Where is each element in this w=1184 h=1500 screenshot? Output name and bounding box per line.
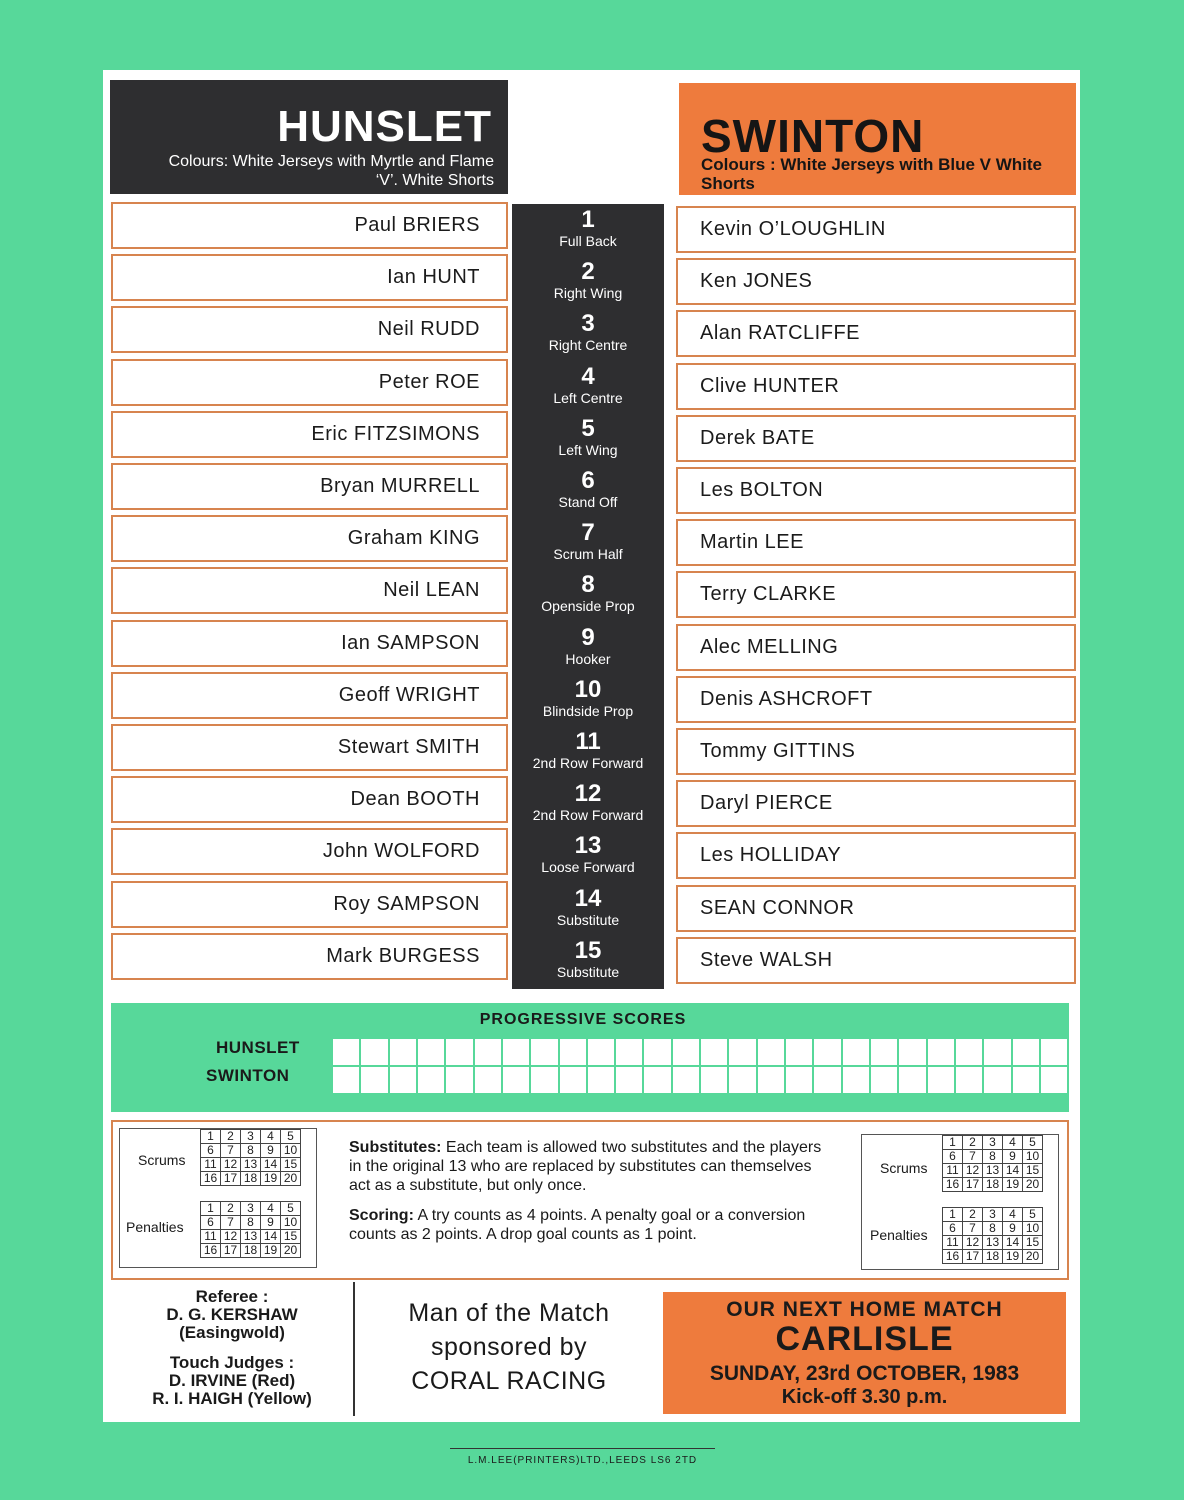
score-cell[interactable]: [899, 1067, 925, 1093]
away-tally-box: [861, 1134, 1059, 1270]
tally-cell[interactable]: 10: [1023, 1150, 1043, 1164]
score-cell[interactable]: [843, 1067, 869, 1093]
home-player-row: Neil LEAN: [111, 567, 508, 614]
tally-cell[interactable]: 1: [201, 1202, 221, 1216]
score-cell[interactable]: [531, 1039, 557, 1065]
score-cell[interactable]: [956, 1067, 982, 1093]
scoring-rule-text: A try counts as 4 points. A penalty goal or a conversion counts as 2 points. A drop goal counts as 1 point.: [349, 1207, 806, 1243]
score-cell[interactable]: [418, 1067, 444, 1093]
position-item: [512, 520, 664, 563]
next-match-opponent: CARLISLE: [775, 1320, 954, 1358]
tally-cell[interactable]: 19: [261, 1172, 281, 1186]
tally-cell[interactable]: 9: [1003, 1150, 1023, 1164]
score-cell[interactable]: [928, 1039, 954, 1065]
score-cell[interactable]: [644, 1039, 670, 1065]
score-cell[interactable]: [729, 1039, 755, 1065]
rules-box: [111, 1120, 1069, 1280]
score-cell[interactable]: [786, 1039, 812, 1065]
tally-cell[interactable]: 13: [983, 1164, 1003, 1178]
tally-cell[interactable]: 17: [963, 1178, 983, 1192]
tally-cell[interactable]: 18: [241, 1244, 261, 1258]
tally-cell[interactable]: 11: [943, 1236, 963, 1250]
tally-cell[interactable]: 1: [943, 1136, 963, 1150]
position-number: 13: [574, 832, 602, 859]
tally-cell[interactable]: 15: [1023, 1164, 1043, 1178]
score-cell[interactable]: [475, 1039, 501, 1065]
tally-cell[interactable]: 13: [241, 1230, 261, 1244]
next-match-date: SUNDAY, 23rd OCTOBER, 1983: [709, 1362, 1020, 1385]
touch-judge-2: R. I. HAIGH (Yellow): [152, 1389, 312, 1408]
tally-cell[interactable]: 2: [221, 1202, 241, 1216]
score-cell[interactable]: [333, 1067, 359, 1093]
next-match-kickoff: Kick-off 3.30 p.m.: [781, 1386, 948, 1408]
position-item: [512, 416, 664, 459]
position-item: [512, 364, 664, 407]
tally-cell[interactable]: 15: [281, 1158, 301, 1172]
tally-cell[interactable]: 5: [281, 1130, 301, 1144]
tally-cell[interactable]: 10: [281, 1144, 301, 1158]
away-player-row: Denis ASHCROFT: [676, 676, 1076, 723]
home-player-row: Graham KING: [111, 515, 508, 562]
score-cell[interactable]: [475, 1067, 501, 1093]
position-label: Hooker: [565, 651, 611, 667]
position-item: [512, 677, 664, 720]
motm-sponsor: CORAL RACING: [411, 1367, 607, 1395]
score-cell[interactable]: [1041, 1039, 1067, 1065]
tally-cell[interactable]: 15: [281, 1230, 301, 1244]
away-player-row: Martin LEE: [676, 519, 1076, 566]
position-item: [512, 572, 664, 615]
score-cell[interactable]: [616, 1067, 642, 1093]
home-player-row: Dean BOOTH: [111, 776, 508, 823]
tally-cell[interactable]: 7: [221, 1216, 241, 1230]
tally-cell[interactable]: 3: [241, 1130, 261, 1144]
score-cell[interactable]: [956, 1039, 982, 1065]
substitutes-rule-text: Each team is allowed two substitutes and the players in the original 13 who are replaced by substitutes can themselves act as a substitute, but only once.: [349, 1139, 822, 1194]
tally-cell[interactable]: 4: [1003, 1136, 1023, 1150]
home-player-row: Neil RUDD: [111, 306, 508, 353]
position-item: [512, 311, 664, 354]
score-cell[interactable]: [644, 1067, 670, 1093]
score-cell[interactable]: [814, 1067, 840, 1093]
score-cell[interactable]: [871, 1067, 897, 1093]
score-cell[interactable]: [758, 1039, 784, 1065]
position-label: Loose Forward: [541, 859, 635, 875]
tally-cell[interactable]: 8: [241, 1216, 261, 1230]
position-number: 2: [581, 258, 595, 285]
man-of-the-match: [360, 1296, 658, 1398]
referee-label: Referee :: [195, 1287, 269, 1306]
score-cell[interactable]: [503, 1039, 529, 1065]
score-cell[interactable]: [673, 1067, 699, 1093]
away-player-row: Alan RATCLIFFE: [676, 310, 1076, 357]
tally-cell[interactable]: 14: [261, 1158, 281, 1172]
score-cell[interactable]: [843, 1039, 869, 1065]
score-cell[interactable]: [560, 1067, 586, 1093]
tally-cell[interactable]: 17: [963, 1250, 983, 1264]
score-cell[interactable]: [361, 1067, 387, 1093]
position-item: [512, 259, 664, 302]
away-penalties-grid: [942, 1207, 1043, 1264]
printer-imprint: L.M.LEE(PRINTERS)LTD.,LEEDS LS6 2TD: [450, 1448, 715, 1466]
score-cell[interactable]: [814, 1039, 840, 1065]
position-number: 15: [574, 937, 602, 964]
position-item: [512, 886, 664, 929]
tally-cell[interactable]: 12: [963, 1236, 983, 1250]
tally-cell[interactable]: 6: [201, 1144, 221, 1158]
away-player-row: Derek BATE: [676, 415, 1076, 462]
tally-cell[interactable]: 4: [261, 1202, 281, 1216]
tally-cell[interactable]: 13: [241, 1158, 261, 1172]
tally-cell[interactable]: 16: [943, 1178, 963, 1192]
position-item: [512, 468, 664, 511]
position-number: 9: [581, 624, 595, 651]
tally-cell[interactable]: 20: [281, 1172, 301, 1186]
home-tally-box: [119, 1128, 317, 1268]
home-player-row: Roy SAMPSON: [111, 881, 508, 928]
position-number: 4: [581, 363, 595, 390]
scoring-rule: [349, 1206, 829, 1244]
score-cell[interactable]: [446, 1067, 472, 1093]
progressive-home-grid: [333, 1039, 1069, 1065]
score-cell[interactable]: [560, 1039, 586, 1065]
score-cell[interactable]: [758, 1067, 784, 1093]
tally-cell[interactable]: 1: [201, 1130, 221, 1144]
score-cell[interactable]: [899, 1039, 925, 1065]
score-cell[interactable]: [1041, 1067, 1067, 1093]
tally-cell[interactable]: 1: [943, 1208, 963, 1222]
motm-line-1: Man of the Match: [408, 1299, 610, 1327]
score-cell[interactable]: [333, 1039, 359, 1065]
tally-cell[interactable]: 2: [963, 1136, 983, 1150]
referee-town: (Easingwold): [179, 1323, 285, 1342]
position-number: 14: [574, 885, 602, 912]
score-cell[interactable]: [588, 1067, 614, 1093]
progressive-home-label: HUNSLET: [216, 1038, 300, 1057]
home-team-colours: Colours: White Jerseys with Myrtle and Flame ‘V’. White Shorts: [168, 153, 494, 189]
tally-cell[interactable]: 12: [221, 1230, 241, 1244]
away-player-row: Kevin O’LOUGHLIN: [676, 206, 1076, 253]
score-cell[interactable]: [446, 1039, 472, 1065]
home-player-row: Stewart SMITH: [111, 724, 508, 771]
tally-cell[interactable]: 12: [963, 1164, 983, 1178]
tally-cell[interactable]: 8: [241, 1144, 261, 1158]
tally-cell[interactable]: 19: [1003, 1178, 1023, 1192]
tally-cell[interactable]: 19: [1003, 1250, 1023, 1264]
score-cell[interactable]: [361, 1039, 387, 1065]
away-player-row: Les BOLTON: [676, 467, 1076, 514]
score-cell[interactable]: [616, 1039, 642, 1065]
away-player-row: SEAN CONNOR: [676, 885, 1076, 932]
position-item: [512, 729, 664, 772]
progressive-scores-title: PROGRESSIVE SCORES: [479, 1011, 687, 1028]
tally-cell[interactable]: 2: [221, 1130, 241, 1144]
tally-cell[interactable]: 11: [943, 1164, 963, 1178]
home-player-row: Geoff WRIGHT: [111, 672, 508, 719]
tally-cell[interactable]: 16: [201, 1244, 221, 1258]
position-number: 12: [574, 780, 602, 807]
tally-cell[interactable]: 17: [221, 1244, 241, 1258]
tally-cell[interactable]: 4: [261, 1130, 281, 1144]
next-match-heading: OUR NEXT HOME MATCH: [726, 1298, 1003, 1321]
score-cell[interactable]: [531, 1067, 557, 1093]
tally-cell[interactable]: 7: [963, 1150, 983, 1164]
score-cell[interactable]: [701, 1039, 727, 1065]
tally-cell[interactable]: 7: [963, 1222, 983, 1236]
scoring-rule-title: Scoring:: [349, 1207, 414, 1224]
position-item: [512, 781, 664, 824]
touch-judge-1: D. IRVINE (Red): [168, 1371, 296, 1390]
position-label: Substitute: [556, 964, 620, 980]
tally-cell[interactable]: 5: [1023, 1208, 1043, 1222]
position-label: Substitute: [556, 912, 620, 928]
tally-cell[interactable]: 16: [201, 1172, 221, 1186]
away-player-row: Ken JONES: [676, 258, 1076, 305]
tally-cell[interactable]: 18: [241, 1172, 261, 1186]
tally-cell[interactable]: 6: [943, 1150, 963, 1164]
tally-cell[interactable]: 3: [983, 1208, 1003, 1222]
home-player-row: Ian HUNT: [111, 254, 508, 301]
score-cell[interactable]: [1013, 1067, 1039, 1093]
progressive-away-label: SWINTON: [206, 1066, 290, 1085]
tally-cell[interactable]: 8: [983, 1150, 1003, 1164]
score-cell[interactable]: [418, 1039, 444, 1065]
position-number: 6: [581, 467, 595, 494]
position-label: Right Wing: [553, 285, 623, 301]
motm-line-2: sponsored by: [430, 1333, 588, 1361]
position-label: Scrum Half: [553, 546, 623, 562]
away-player-row: Clive HUNTER: [676, 363, 1076, 410]
position-label: Stand Off: [558, 494, 618, 510]
score-cell[interactable]: [701, 1067, 727, 1093]
tally-cell[interactable]: 5: [281, 1202, 301, 1216]
home-player-row: Mark BURGESS: [111, 933, 508, 980]
tally-cell[interactable]: 9: [261, 1144, 281, 1158]
score-cell[interactable]: [588, 1039, 614, 1065]
position-label: Left Centre: [553, 390, 623, 406]
position-item: [512, 207, 664, 250]
position-label: Openside Prop: [541, 598, 635, 614]
away-player-row: Daryl PIERCE: [676, 780, 1076, 827]
tally-cell[interactable]: 20: [1023, 1250, 1043, 1264]
position-label: Right Centre: [548, 337, 628, 353]
score-cell[interactable]: [673, 1039, 699, 1065]
position-number: 8: [581, 571, 595, 598]
tally-cell[interactable]: 2: [963, 1208, 983, 1222]
progressive-away-grid: [333, 1067, 1069, 1093]
home-player-row: Peter ROE: [111, 359, 508, 406]
touch-judges-label: Touch Judges :: [169, 1353, 295, 1372]
tally-cell[interactable]: 16: [943, 1250, 963, 1264]
score-cell[interactable]: [390, 1039, 416, 1065]
tally-cell[interactable]: 9: [1003, 1222, 1023, 1236]
home-team-header: [110, 80, 508, 194]
tally-cell[interactable]: 8: [983, 1222, 1003, 1236]
position-number: 11: [575, 728, 601, 755]
tally-cell[interactable]: 3: [983, 1136, 1003, 1150]
tally-cell[interactable]: 17: [221, 1172, 241, 1186]
position-number: 7: [581, 519, 595, 546]
home-scrums-label: Scrums: [138, 1152, 186, 1168]
tally-cell[interactable]: 18: [983, 1178, 1003, 1192]
position-number: 1: [581, 206, 595, 233]
tally-cell[interactable]: 14: [1003, 1164, 1023, 1178]
home-player-row: John WOLFORD: [111, 828, 508, 875]
tally-cell[interactable]: 20: [281, 1244, 301, 1258]
position-label: Full Back: [559, 233, 617, 249]
away-player-row: Terry CLARKE: [676, 571, 1076, 618]
tally-cell[interactable]: 6: [943, 1222, 963, 1236]
tally-cell[interactable]: 15: [1023, 1236, 1043, 1250]
home-player-row: Ian SAMPSON: [111, 620, 508, 667]
score-cell[interactable]: [390, 1067, 416, 1093]
home-player-row: Eric FITZSIMONS: [111, 411, 508, 458]
footer-divider: [353, 1282, 355, 1416]
tally-cell[interactable]: 12: [221, 1158, 241, 1172]
tally-cell[interactable]: 19: [261, 1244, 281, 1258]
away-player-row: Les HOLLIDAY: [676, 832, 1076, 879]
away-team-name: SWINTON: [701, 110, 925, 162]
tally-cell[interactable]: 14: [1003, 1236, 1023, 1250]
position-item: [512, 938, 664, 981]
substitutes-rule-title: Substitutes:: [349, 1139, 442, 1156]
tally-cell[interactable]: 11: [201, 1230, 221, 1244]
positions-column: [512, 204, 664, 989]
tally-cell[interactable]: 13: [983, 1236, 1003, 1250]
position-label: Blindside Prop: [542, 703, 634, 719]
away-scrums-grid: [942, 1135, 1043, 1192]
score-cell[interactable]: [786, 1067, 812, 1093]
position-number: 3: [581, 310, 595, 337]
home-player-row: Paul BRIERS: [111, 202, 508, 249]
away-penalties-label: Penalties: [870, 1227, 928, 1243]
substitutes-rule: [349, 1138, 829, 1195]
home-penalties-grid: [200, 1201, 301, 1258]
tally-cell[interactable]: 5: [1023, 1136, 1043, 1150]
tally-cell[interactable]: 20: [1023, 1178, 1043, 1192]
tally-cell[interactable]: 6: [201, 1216, 221, 1230]
position-item: [512, 625, 664, 668]
position-item: [512, 833, 664, 876]
score-cell[interactable]: [871, 1039, 897, 1065]
home-player-row: Bryan MURRELL: [111, 463, 508, 510]
position-label: Left Wing: [558, 442, 618, 458]
tally-cell[interactable]: 14: [261, 1230, 281, 1244]
tally-cell[interactable]: 4: [1003, 1208, 1023, 1222]
score-cell[interactable]: [729, 1067, 755, 1093]
position-number: 10: [574, 676, 602, 703]
score-cell[interactable]: [503, 1067, 529, 1093]
tally-cell[interactable]: 3: [241, 1202, 261, 1216]
referee-name: D. G. KERSHAW: [166, 1305, 298, 1324]
away-scrums-label: Scrums: [880, 1160, 928, 1176]
tally-cell[interactable]: 11: [201, 1158, 221, 1172]
score-cell[interactable]: [928, 1067, 954, 1093]
tally-cell[interactable]: 10: [281, 1216, 301, 1230]
home-scrums-grid: [200, 1129, 301, 1186]
score-cell[interactable]: [984, 1067, 1010, 1093]
away-player-row: Alec MELLING: [676, 624, 1076, 671]
home-team-name: HUNSLET: [277, 102, 492, 151]
home-penalties-label: Penalties: [126, 1219, 184, 1235]
tally-cell[interactable]: 7: [221, 1144, 241, 1158]
tally-cell[interactable]: 10: [1023, 1222, 1043, 1236]
away-player-row: Tommy GITTINS: [676, 728, 1076, 775]
tally-cell[interactable]: 9: [261, 1216, 281, 1230]
position-label: 2nd Row Forward: [532, 807, 644, 823]
position-label: 2nd Row Forward: [532, 755, 644, 771]
score-cell[interactable]: [984, 1039, 1010, 1065]
tally-cell[interactable]: 18: [983, 1250, 1003, 1264]
progressive-scores: [111, 1003, 1069, 1112]
away-team-colours: Colours : White Jerseys with Blue V White Shorts: [701, 155, 1042, 193]
away-player-row: Steve WALSH: [676, 937, 1076, 984]
score-cell[interactable]: [1013, 1039, 1039, 1065]
next-home-match: [663, 1292, 1066, 1414]
away-team-header: [679, 83, 1076, 195]
officials: [111, 1282, 353, 1416]
position-number: 5: [581, 415, 595, 442]
